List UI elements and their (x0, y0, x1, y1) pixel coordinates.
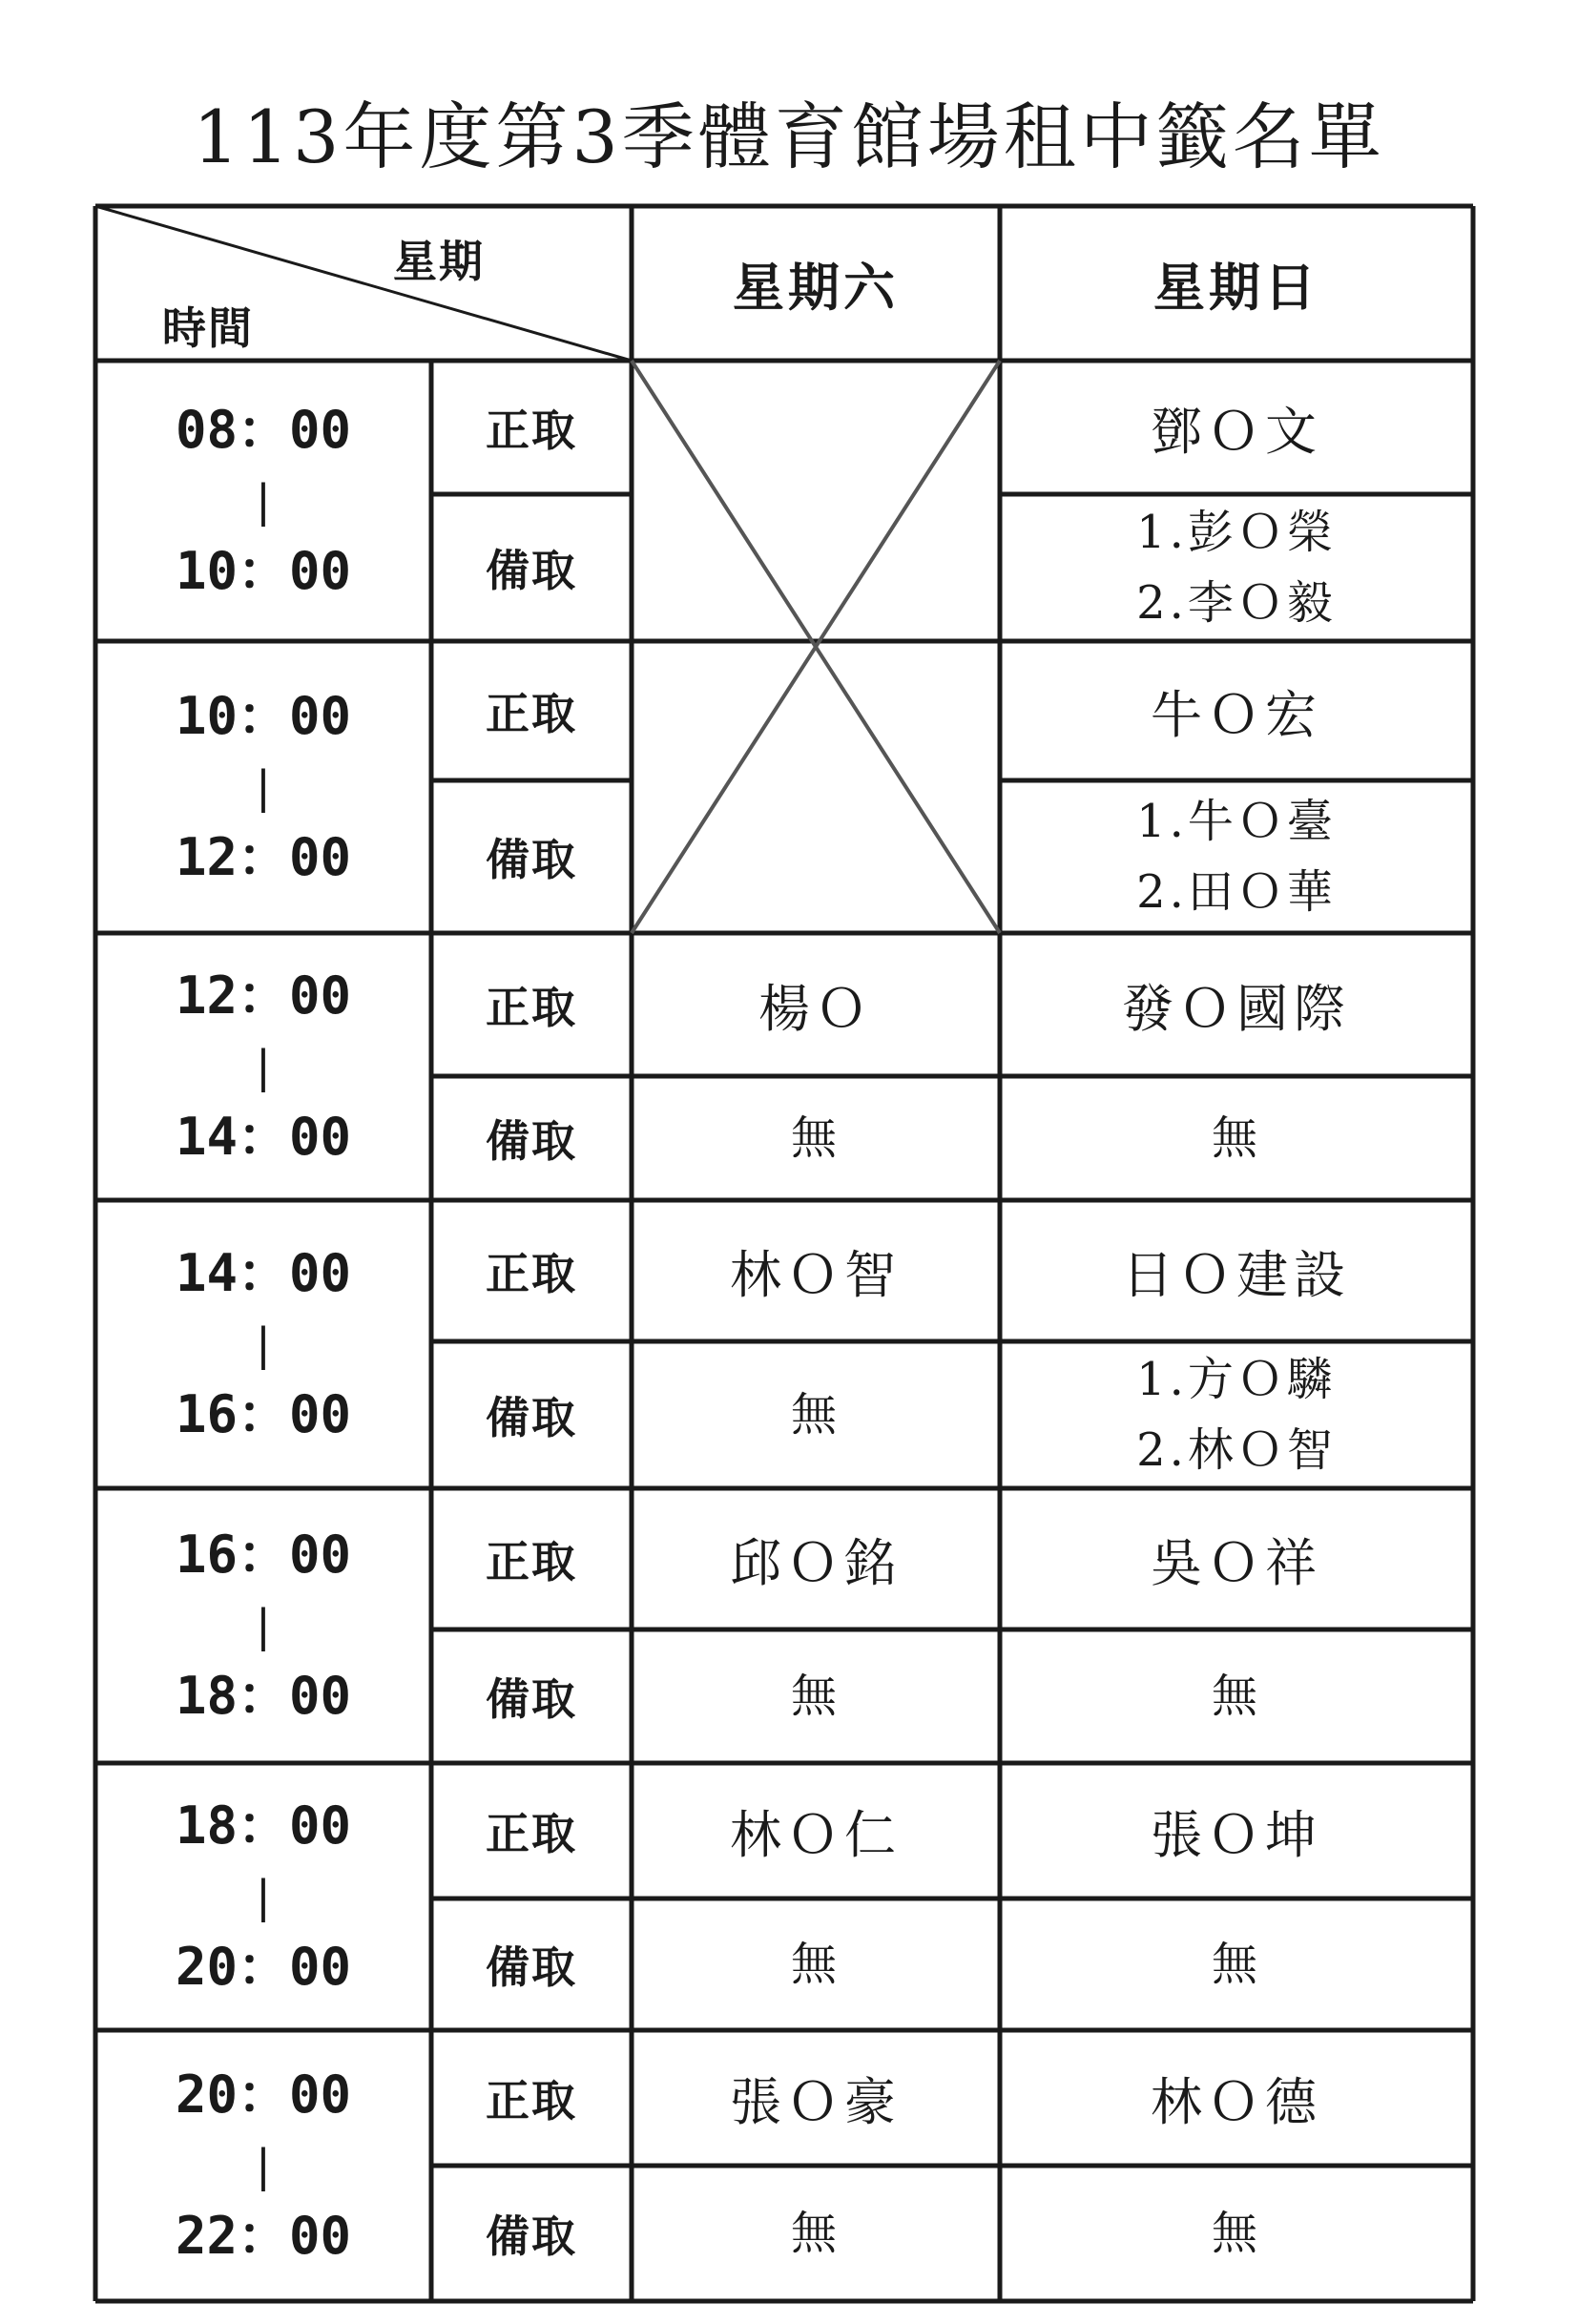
saturday-backup (632, 1076, 1000, 1200)
sunday-primary: 張Ｏ坤 (1151, 1804, 1322, 1865)
saturday-backup (632, 1341, 1000, 1488)
sunday-primary: 日Ｏ建設 (1122, 1244, 1351, 1305)
backup-name: 無 (1211, 2207, 1261, 2260)
backup-label: 備取 (486, 2210, 577, 2262)
sunday-backup (1000, 780, 1473, 933)
backup-label: 備取 (486, 1115, 577, 1167)
backup-name: 2.李Ｏ毅 (1136, 576, 1337, 630)
time-separator: | (250, 475, 277, 527)
time-start: 18：00 (175, 1795, 352, 1856)
sunday-primary: 發Ｏ國際 (1122, 978, 1351, 1039)
backup-label: 備取 (486, 1392, 577, 1443)
time-start: 14：00 (175, 1243, 352, 1303)
sunday-primary: 林Ｏ德 (1151, 2071, 1322, 2132)
primary-label: 正取 (486, 1248, 577, 1299)
time-separator: | (250, 761, 277, 813)
backup-name: 無 (790, 2207, 841, 2260)
time-end: 12：00 (175, 827, 352, 887)
time-separator: | (250, 1600, 277, 1651)
time-separator: | (250, 1041, 277, 1092)
sunday-backup (1000, 494, 1473, 641)
backup-name: 1.方Ｏ驎 (1136, 1353, 1337, 1406)
header-day-label: 星期 (393, 236, 485, 287)
time-range (95, 1200, 431, 1488)
time-end: 16：00 (175, 1384, 352, 1444)
saturday-primary: 林Ｏ智 (730, 1244, 902, 1305)
backup-label: 備取 (486, 1673, 577, 1725)
saturday-backup (632, 2166, 1000, 2301)
sunday-primary: 吳Ｏ祥 (1151, 1532, 1322, 1593)
primary-label: 正取 (486, 982, 577, 1033)
sunday-backup (1000, 1899, 1473, 2030)
time-separator: | (250, 1871, 277, 1922)
backup-name: 無 (790, 1388, 841, 1442)
header-time-label: 時間 (162, 302, 254, 354)
backup-name: 無 (1211, 1111, 1261, 1165)
backup-name: 2.林Ｏ智 (1136, 1423, 1337, 1477)
backup-label: 備取 (486, 545, 577, 596)
sunday-backup (1000, 1629, 1473, 1763)
backup-label: 備取 (486, 1941, 577, 1993)
backup-name: 1.彭Ｏ榮 (1136, 506, 1337, 559)
sunday-primary: 鄧Ｏ文 (1151, 401, 1322, 462)
time-range (95, 1763, 431, 2030)
sunday-backup (1000, 1076, 1473, 1200)
sunday-backup (1000, 2166, 1473, 2301)
time-separator: | (250, 1318, 277, 1370)
time-range (95, 2030, 431, 2301)
primary-label: 正取 (486, 405, 577, 456)
saturday-backup (632, 1629, 1000, 1763)
backup-label: 備取 (486, 834, 577, 885)
time-end: 14：00 (175, 1107, 352, 1167)
time-start: 12：00 (175, 965, 352, 1026)
time-range (95, 641, 431, 933)
backup-name: 無 (790, 1938, 841, 1991)
time-start: 20：00 (175, 2065, 352, 2125)
backup-name: 2.田Ｏ華 (1136, 865, 1337, 919)
backup-name: 無 (790, 1111, 841, 1165)
page-title: 113年度第3季體育館場租中籤名單 (193, 94, 1385, 179)
saturday-primary: 張Ｏ豪 (730, 2071, 902, 2132)
backup-name: 無 (1211, 1938, 1261, 1991)
saturday-primary: 楊Ｏ (758, 978, 873, 1039)
saturday-backup (632, 1899, 1000, 2030)
time-range (95, 361, 431, 641)
backup-name: 無 (790, 1670, 841, 1723)
primary-label: 正取 (486, 688, 577, 739)
saturday-primary: 林Ｏ仁 (730, 1804, 902, 1865)
time-range (95, 1488, 431, 1763)
time-end: 20：00 (175, 1937, 352, 1997)
primary-label: 正取 (486, 1536, 577, 1587)
primary-label: 正取 (486, 1808, 577, 1859)
header-saturday: 星期六 (733, 257, 899, 318)
time-end: 18：00 (175, 1666, 352, 1726)
time-separator: | (250, 2140, 277, 2191)
time-end: 10：00 (175, 541, 352, 601)
backup-name: 1.牛Ｏ臺 (1136, 795, 1337, 848)
time-start: 10：00 (175, 686, 352, 746)
time-end: 22：00 (175, 2206, 352, 2266)
header-sunday: 星期日 (1153, 257, 1319, 318)
time-start: 08：00 (175, 400, 352, 460)
primary-label: 正取 (486, 2075, 577, 2127)
backup-name: 無 (1211, 1670, 1261, 1723)
time-range (95, 933, 431, 1200)
sunday-primary: 牛Ｏ宏 (1151, 684, 1322, 745)
sunday-backup (1000, 1341, 1473, 1488)
saturday-primary: 邱Ｏ銘 (730, 1532, 902, 1593)
time-start: 16：00 (175, 1525, 352, 1585)
